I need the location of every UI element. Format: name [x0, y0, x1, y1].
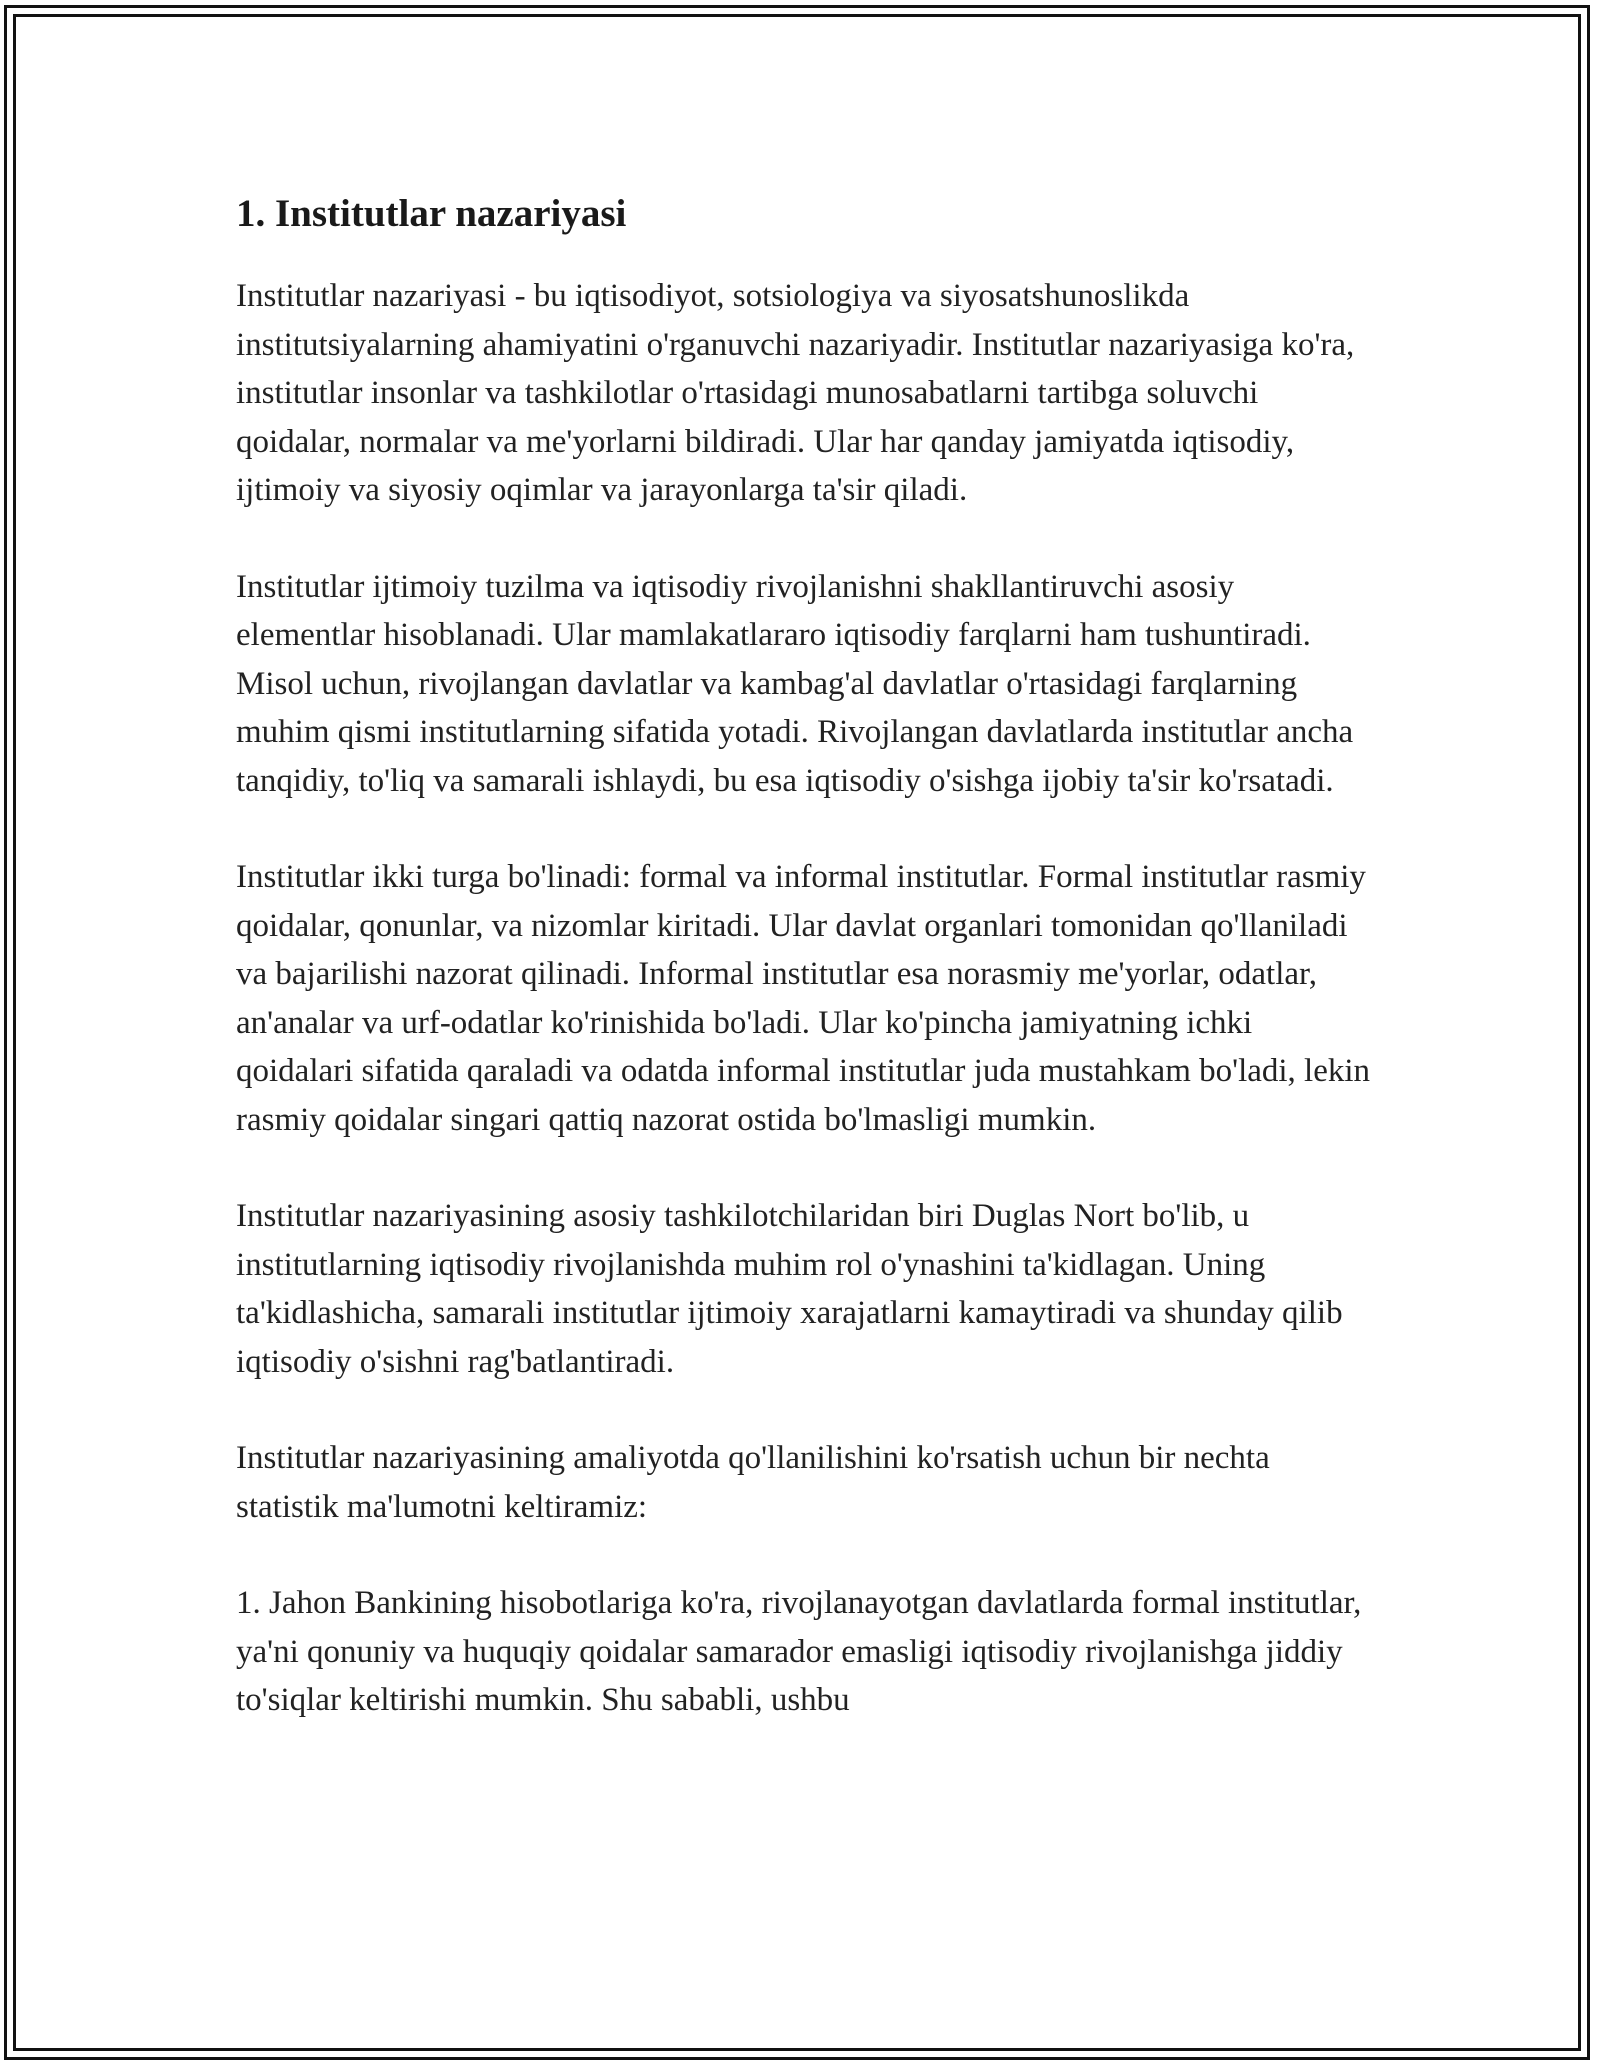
paragraph-1: Institutlar nazariyasi - bu iqtisodiyot, sotsiologiya va siyosatshunoslikda institutsiyalarning ahamiyatini o'rganuvchi nazariyadir. Institutlar nazariyasiga ko'ra, institutlar insonlar va tashkilotlar o'rtasidagi munosabatlarni tartibga soluvchi qoidalar, normalar va me'yorlarni bildiradi. Ular har qanday jamiyatda iqtisodiy, ijtimoiy va siyosiy oqimlar va jarayonlarga ta'sir qiladi.	[236, 278, 1355, 508]
paragraph-5: Institutlar nazariyasining amaliyotda qo'llanilishini ko'rsatish uchun bir nechta statistik ma'lumotni keltiramiz:	[236, 1440, 1270, 1525]
paragraph-6: 1. Jahon Bankining hisobotlariga ko'ra, rivojlanayotgan davlatlarda formal institutlar, ya'ni qonuniy va huquqiy qoidalar samarador emasligi iqtisodiy rivojlanishga jiddiy to'siqlar keltirishi mumkin. Shu sababli, ushbu	[236, 1585, 1362, 1718]
paragraph-3: Institutlar ikki turga bo'linadi: formal va informal institutlar. Formal institutlar rasmiy qoidalar, qonunlar, va nizomlar kiritadi. Ular davlat organlari tomonidan qo'llaniladi va bajarilishi nazorat qilinadi. Informal institutlar esa norasmiy me'yorlar, odatlar, an'analar va urf-odatlar ko'rinishida bo'ladi. Ular ko'pincha jamiyatning ichki qoidalari sifatida qaraladi va odatda informal institutlar juda mustahkam bo'ladi, lekin rasmiy qoidalar singari qattiq nazorat ostida bo'lmasligi mumkin.	[236, 859, 1371, 1138]
paragraph-4: Institutlar nazariyasining asosiy tashkilotchilaridan biri Duglas Nort bo'lib, u institutlarning iqtisodiy rivojlanishda muhim rol o'ynashini ta'kidlagan. Uning ta'kidlashicha, samarali institutlar ijtimoiy xarajatlarni kamaytiradi va shunday qilib iqtisodiy o'sishni rag'batlantiradi.	[236, 1198, 1343, 1380]
section-title: 1. Institutlar nazariyasi	[236, 192, 627, 235]
paragraph-2: Institutlar ijtimoiy tuzilma va iqtisodiy rivojlanishni shakllantiruvchi asosiy elementlar hisoblanadi. Ular mamlakatlararo iqtisodiy farqlarni ham tushuntiradi. Misol uchun, rivojlangan davlatlar va kambag'al davlatlar o'rtasidagi farqlarning muhim qismi institutlarning sifatida yotadi. Rivojlangan davlatlarda institutlar ancha tanqidiy, to'liq va samarali ishlaydi, bu esa iqtisodiy o'sishga ijobiy ta'sir ko'rsatadi.	[236, 568, 1354, 799]
document-body	[236, 186, 1376, 1773]
